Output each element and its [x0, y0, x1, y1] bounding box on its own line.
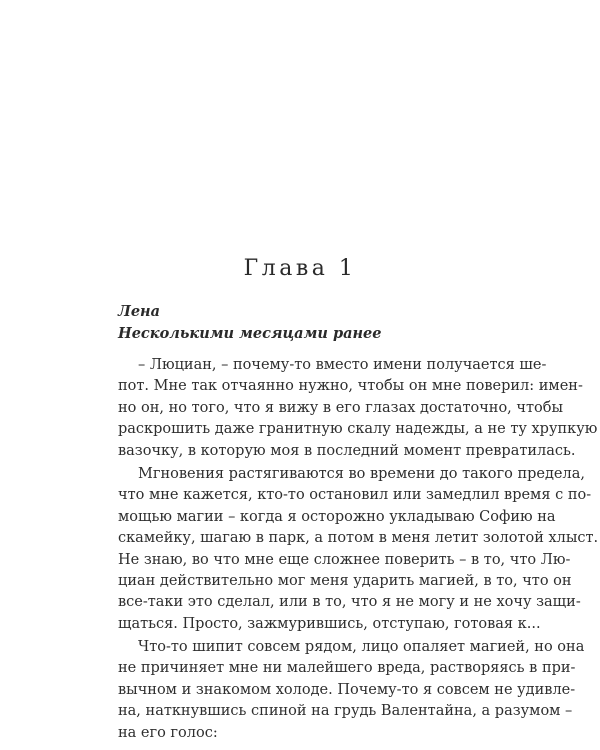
paragraph: [118, 355, 598, 462]
body-text: [118, 355, 599, 744]
section-header: [118, 301, 382, 345]
text-line: Не знаю, во что мне еще сложнее поверить – в то, что Лю-: [118, 551, 571, 568]
paragraph: [118, 637, 585, 744]
text-line: все-таки это сделал, или в то, что я не могу и не хочу защи-: [118, 594, 581, 611]
text-line: вазочку, в которую моя в последний момент превратилась.: [118, 442, 576, 459]
text-line: на его голос:: [118, 724, 218, 741]
text-line: на, наткнувшись спиной на грудь Валентайна, а разумом –: [118, 703, 573, 720]
text-line: Мгновения растягиваются во времени до такого предела,: [138, 465, 585, 482]
text-line: вычном и знакомом холоде. Почему-то я совсем не удивле-: [118, 681, 576, 698]
text-line: не причиняет мне ни малейшего вреда, растворяясь в при-: [118, 660, 576, 677]
text-line: раскрошить даже гранитную скалу надежды, а не ту хрупкую: [118, 421, 598, 438]
paragraph: [118, 464, 599, 635]
text-line: но он, но того, что я вижу в его глазах достаточно, чтобы: [118, 399, 564, 416]
text-line: пот. Мне так отчаянно нужно, чтобы он мне поверил: имен-: [118, 378, 583, 395]
text-line: что мне кажется, кто-то остановил или замедлил время с по-: [118, 487, 592, 504]
text-line: скамейку, шагаю в парк, а потом в меня летит золотой хлыст.: [118, 530, 599, 547]
text-line: щаться. Просто, зажмурившись, отступаю, готовая к...: [118, 615, 541, 632]
text-line: мощью магии – когда я осторожно укладываю Софию на: [118, 508, 556, 525]
text-line: – Люциан, – почему-то вместо имени получается ше-: [138, 357, 547, 373]
chapter-title: Глава 1: [243, 256, 357, 281]
time-marker: Несколькими месяцами ранее: [118, 325, 382, 342]
text-line: циан действительно мог меня ударить магией, в то, что он: [118, 572, 572, 589]
pov-character-name: Лена: [118, 303, 161, 320]
text-line: Что-то шипит совсем рядом, лицо опаляет магией, но она: [138, 639, 585, 656]
